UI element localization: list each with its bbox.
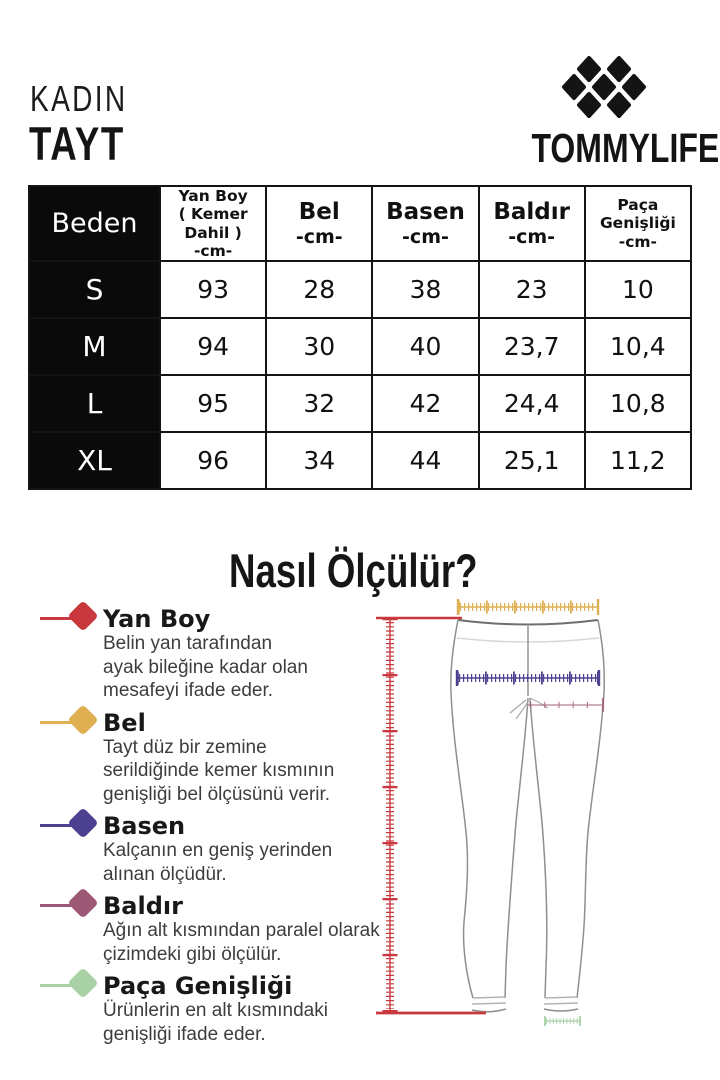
value-cell: 44 [372,432,478,489]
product-title: TAYT [29,117,125,170]
table-row-l [29,375,691,432]
table-row-s [29,261,691,318]
legend-description: Ürünlerin en alt kısmındaki genişliği ifade eder. [103,1000,328,1045]
legend-label: Bel [103,708,146,737]
legend-item-basen [38,813,383,886]
value-cell: 24,4 [479,375,585,432]
legend-item-bel [38,710,383,807]
value-cell: 10 [585,261,691,318]
baldir-ruler [528,698,603,712]
header-cell-bel: Bel -cm- [266,186,372,261]
tommylife-diamonds-icon [557,52,653,122]
header-cell-paca: Paça Genişliği -cm- [585,186,691,261]
paca-diamond-icon [67,967,98,998]
yan-boy-diamond-icon [67,600,98,631]
baldir-diamond-icon [67,887,98,918]
basen-diamond-icon [67,807,98,838]
size-cell: L [29,375,160,432]
table-row-xl [29,432,691,489]
header-cell-yan-boy: Yan Boy ( Kemer Dahil ) -cm- [160,186,266,261]
legend-item-paca-genisligi [38,973,383,1046]
legend-label: Basen [103,812,186,840]
legend-description: Kalçanın en geniş yerinden alınan ölçüdür. [103,840,333,885]
header-cell-basen: Basen -cm- [372,186,478,261]
value-cell: 94 [160,318,266,375]
brand-logo [505,52,720,172]
value-cell: 93 [160,261,266,318]
size-cell: S [29,261,160,318]
bel-ruler [458,599,598,615]
legend-item-baldir [38,893,383,966]
legend-label: Yan Boy [103,605,211,633]
legend-label: Baldır [103,892,183,920]
value-cell: 32 [266,375,372,432]
value-cell: 23 [479,261,585,318]
value-cell: 95 [160,375,266,432]
value-cell: 28 [266,261,372,318]
value-cell: 23,7 [479,318,585,375]
header-cell-baldir: Baldır -cm- [479,186,585,261]
value-cell: 42 [372,375,478,432]
legend-description: Ağın alt kısmından paralel olarak çizimdeki gibi ölçülür. [103,920,380,965]
value-cell: 11,2 [585,432,691,489]
category-title: KADIN [30,78,128,119]
yan-boy-ruler [376,618,486,1013]
size-table [28,185,692,490]
value-cell: 96 [160,432,266,489]
measure-legend [38,606,383,1053]
value-cell: 10,4 [585,318,691,375]
table-row-m [29,318,691,375]
size-cell: M [29,318,160,375]
bel-diamond-icon [67,704,98,735]
legend-item-yan-boy [38,606,383,703]
size-cell: XL [29,432,160,489]
value-cell: 40 [372,318,478,375]
value-cell: 10,8 [585,375,691,432]
legend-description: Belin yan tarafından ayak bileğine kadar olan mesafeyi ifade eder. [103,633,308,701]
value-cell: 34 [266,432,372,489]
legend-label: Paça Genişliği [103,972,293,1000]
how-to-measure-title: Nasıl Ölçülür? [228,544,478,597]
paca-ruler [545,1016,580,1026]
header-cell-beden: Beden [29,186,160,261]
value-cell: 25,1 [479,432,585,489]
value-cell: 38 [372,261,478,318]
leggings-drawing [350,580,720,1080]
brand-wordmark: TOMMYLIFE [531,125,720,171]
value-cell: 30 [266,318,372,375]
legend-description: Tayt düz bir zemine serildiğinde kemer kısmının genişliği bel ölçüsünü verir. [103,736,335,805]
